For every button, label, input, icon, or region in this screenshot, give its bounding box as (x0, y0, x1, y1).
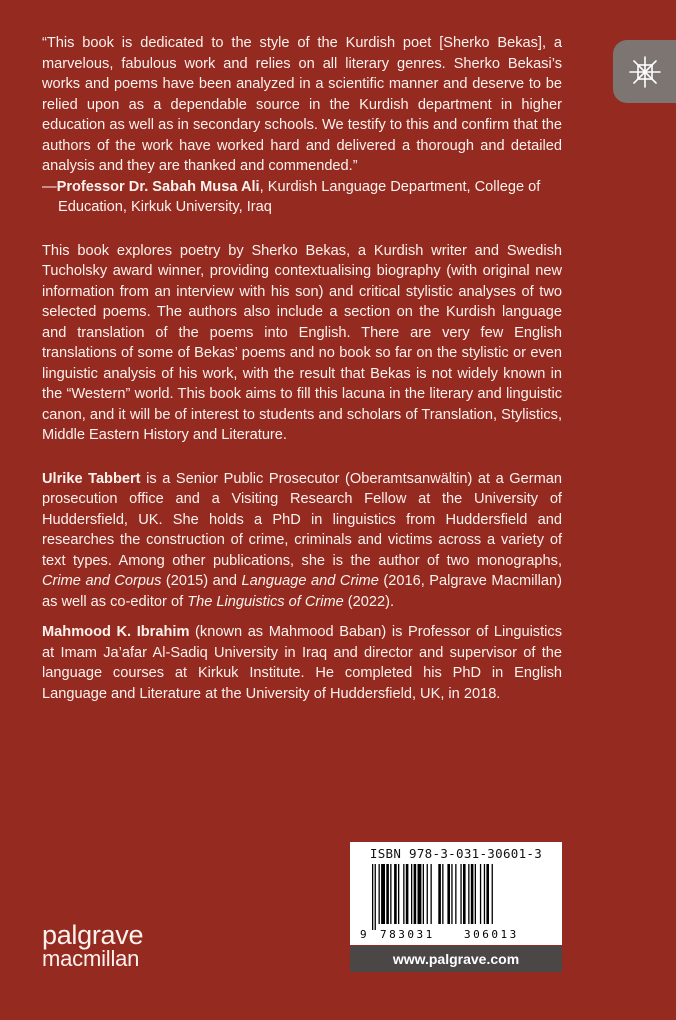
barcode-bar (411, 864, 412, 924)
barcode-bar (486, 864, 489, 924)
barcode-digit-first: 9 (360, 928, 367, 941)
barcode-bar (455, 864, 456, 924)
barcode-bar (394, 864, 397, 924)
author-name: Ulrike Tabbert (42, 470, 141, 487)
book-title: Crime and Corpus (42, 573, 162, 589)
barcode-bar (463, 864, 466, 924)
publisher-name-line2: macmillan (42, 946, 140, 971)
barcode-bar (427, 864, 428, 924)
barcode-bar (406, 864, 409, 924)
bio-text: (2016, Palgrave Macmillan) as well as co-editor of (42, 573, 562, 610)
attribution-dash: — (42, 178, 57, 195)
author-bio-ibrahim (42, 622, 562, 704)
book-blurb: This book explores poetry by Sherko Bekas, a Kurdish writer and Swedish Tucholsky award winner, providing contextualising biography (with original new information from an interview with his son) and critical stylistic analyses of two selected poems. The authors also include a section on the Kurdish language and translation of the poems into English. There are very few English translations of some of Bekas’ poems and no book so far on the stylistic or even linguistic analysis of his work, with the result that Bekas is not widely known in the “Western” world. This book aims to fill this lacuna in the literary and linguistic canon, and it will be of interest to students and scholars of Translation, Stylistics, Middle Eastern History and Literature. (42, 242, 562, 443)
barcode-bar (418, 864, 422, 924)
endorsement-quote: “This book is dedicated to the style of the Kurdish poet [Sherko Bekas], a marvelous, fabulous work and relies on all literary genres. Sherko Bekasi’s works and poems have been analyzed in a scientific manner and deserve to be relied upon as a dependable source in the Kurdish department in higher education as well as in secondary schools. We testify to this and confirm that the authors of the work have worked hard and delivered a thorough and detailed analysis and they are thanked and commended.” (42, 35, 562, 174)
barcode-bar (390, 864, 391, 924)
barcode-bar (379, 864, 380, 924)
barcode-bar (438, 864, 441, 924)
barcode-bar (414, 864, 417, 924)
barcode-digits-right: 306013 (464, 928, 519, 941)
isbn-label: ISBN 978-3-031-30601-3 (369, 846, 543, 861)
barcode-bar (375, 864, 376, 930)
publisher-logo (42, 922, 143, 970)
barcode-bar (398, 864, 399, 924)
barcode-bar (386, 864, 389, 924)
barcode-digits-left: 783031 (380, 928, 435, 941)
springer-nature-star-icon (613, 40, 676, 103)
barcode-bar (471, 864, 474, 924)
quote-attribution (42, 177, 562, 218)
barcode-bar (460, 864, 461, 924)
isbn-barcode-box (350, 842, 562, 945)
book-title: Language and Crime (241, 573, 379, 589)
barcode-bar (484, 864, 485, 924)
barcode-bar (403, 864, 404, 924)
bio-text: (known as Mahmood Baban) is Professor of Linguistics at Imam Ja’afar Al-Sadiq University in Iraq and director and supervisor of the language courses at Kirkuk Institute. He completed his PhD in English Language and Literature at the University of Huddersfield, UK, in 2018. (42, 624, 562, 702)
barcode-bar (442, 864, 443, 924)
barcode-bar (468, 864, 469, 924)
bio-text: is a Senior Public Prosecutor (Oberamtsanwältin) at a German prosecution office and a Visiting Research Fellow at the University of Huddersfield, UK. She holds a PhD in linguistics from Huddersfield and researches the construction of crime, criminals and victims across a variety of text types. Among other publications, she is the author of two monographs, (42, 470, 563, 569)
back-cover-text (42, 33, 562, 704)
attribution-affiliation: , Kurdish Language Department, College of Education, Kirkuk University, Iraq (58, 178, 541, 215)
book-title: The Linguistics of Crime (187, 593, 344, 610)
barcode-bar (475, 864, 476, 924)
barcode-bar (423, 864, 424, 924)
barcode-bar (431, 864, 432, 924)
publisher-website[interactable]: www.palgrave.com (350, 946, 562, 972)
publisher-name-line1: palgrave (42, 920, 144, 950)
barcode (358, 864, 554, 942)
bio-text: (2015) and (161, 573, 242, 589)
bio-text: (2022). (343, 593, 395, 610)
barcode-bar (381, 864, 385, 924)
barcode-bar (480, 864, 481, 924)
barcode-bar (492, 864, 493, 924)
author-bio-tabbert (42, 469, 562, 613)
author-name: Mahmood K. Ibrahim (42, 624, 190, 640)
barcode-bar (451, 864, 452, 924)
barcode-bar (447, 864, 450, 924)
attribution-name: Professor Dr. Sabah Musa Ali (56, 178, 260, 195)
barcode-bar (372, 864, 373, 930)
